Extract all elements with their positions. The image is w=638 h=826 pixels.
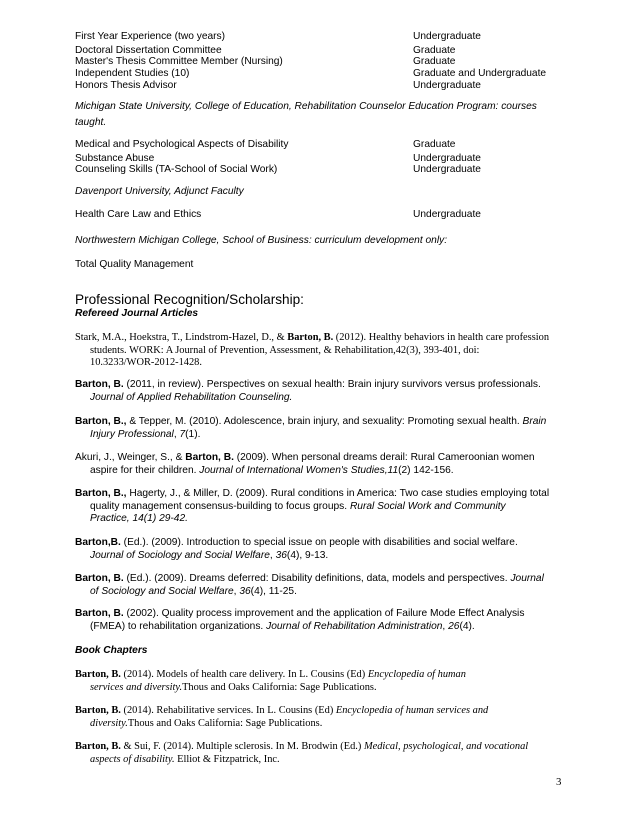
- article-authors: Akuri, J., Weinger, S., &: [75, 452, 186, 463]
- article-text: (2009). When personal dreams derail: Rural Cameroonian women: [233, 452, 535, 463]
- davenport-heading: Davenport University, Adjunct Faculty: [75, 186, 244, 197]
- article-text: (2011, in review). Perspectives on sexual health: Brain injury survivors versus professionals.: [123, 379, 541, 390]
- journal-name: Brain: [522, 416, 547, 427]
- course-level: Graduate: [413, 56, 456, 67]
- book-title: Encyclopedia of human: [367, 669, 466, 680]
- book-title: diversity.: [90, 717, 128, 729]
- refereed-heading: Refereed Journal Articles: [75, 308, 199, 319]
- article-text: (Ed.). (2009). Dreams deferred: Disability definitions, data, models and perspectives.: [123, 573, 511, 584]
- article-text: ,: [269, 549, 276, 561]
- course-level: Undergraduate: [413, 209, 481, 220]
- course-name: Medical and Psychological Aspects of Disability: [75, 139, 289, 150]
- author-bold: Barton,B.: [75, 537, 121, 548]
- article-text: (2012). Healthy behaviors in health care profession: [333, 332, 550, 343]
- article-text: quality management consensus-building to focus groups.: [90, 500, 350, 512]
- article-text: Hagerty, J., & Miller, D. (2009). Rural conditions in America: Two case studies employing total: [126, 488, 550, 499]
- book-title: Medical, psychological, and vocational: [363, 741, 529, 752]
- book-title: aspects of disability.: [90, 753, 175, 765]
- course-name: Health Care Law and Ethics: [75, 209, 202, 220]
- journal-name: Journal of Rehabilitation Administration: [266, 620, 443, 632]
- author-bold: Barton, B.: [185, 452, 234, 463]
- course-name: Independent Studies (10): [75, 68, 190, 79]
- article-cont: students. WORK: A Journal of Prevention, Assessment, & Rehabilitation,42(3), 393-401, doi:: [90, 344, 480, 356]
- article-text: (4).: [459, 620, 475, 632]
- chapter-entry: [75, 741, 570, 766]
- article-entry: [75, 537, 570, 562]
- section-title: Professional Recognition/Scholarship:: [75, 292, 304, 307]
- course-level: Graduate and Undergraduate: [413, 68, 547, 79]
- msu-row: [75, 139, 575, 152]
- journal-name: Journal of Applied Rehabilitation Counseling.: [90, 391, 293, 403]
- book-title: services and diversity.: [90, 681, 183, 693]
- course-name: Counseling Skills (TA-School of Social Work): [75, 164, 278, 175]
- book-title: Encyclopedia of human services and: [335, 705, 489, 716]
- davenport-row: [75, 209, 575, 222]
- article-entry: [75, 332, 570, 370]
- journal-name: Journal of Sociology and Social Welfare: [90, 549, 270, 561]
- article-text: (FMEA) to rehabilitation organizations.: [90, 620, 267, 632]
- book-heading: Book Chapters: [75, 645, 148, 656]
- course-name: First Year Experience (two years): [75, 31, 226, 42]
- chapter-entry: [75, 669, 570, 694]
- chapter-text: (2014). Rehabilitative services. In L. Cousins (Ed): [120, 705, 336, 716]
- nmc-heading: Northwestern Michigan College, School of Business: curriculum development only:: [75, 235, 448, 246]
- teaching-row: [75, 80, 575, 93]
- article-text: (1).: [185, 428, 201, 440]
- course-name: Master's Thesis Committee Member (Nursing): [75, 56, 283, 67]
- nmc-course: Total Quality Management: [75, 259, 194, 270]
- course-level: Undergraduate: [413, 164, 481, 175]
- msu-row: [75, 164, 575, 177]
- volume: 36: [275, 549, 287, 561]
- article-doi: 10.3233/WOR-2012-1428.: [90, 357, 202, 368]
- author-bold: Barton, B.: [75, 608, 124, 619]
- author-bold: Barton, B.: [75, 573, 124, 584]
- journal-name: Rural Social Work and Community: [349, 500, 506, 512]
- volume: 7: [179, 428, 186, 440]
- article-text: ,: [233, 585, 240, 597]
- teaching-row: [75, 31, 575, 44]
- course-level: Undergraduate: [413, 31, 481, 42]
- author-bold: Barton, B.: [75, 379, 124, 390]
- chapter-text: (2014). Models of health care delivery. In L. Cousins (Ed): [120, 669, 368, 680]
- article-entry: [75, 608, 570, 633]
- teaching-row: [75, 68, 575, 81]
- course-level: Graduate: [413, 45, 456, 56]
- article-entry: [75, 416, 570, 441]
- volume: 26: [448, 620, 460, 632]
- course-name: Doctoral Dissertation Committee: [75, 45, 222, 56]
- journal-volume: Practice, 14(1) 29-42.: [90, 513, 188, 524]
- publisher: Elliot & Fitzpatrick, Inc.: [174, 753, 280, 765]
- publisher: Thous and Oaks California: Sage Publications.: [182, 681, 377, 693]
- journal-name: Journal of International Women's Studies,11: [199, 464, 399, 476]
- article-text: (Ed.). (2009). Introduction to special issue on people with disabilities and social welfare.: [120, 537, 518, 548]
- article-text: (2002). Quality process improvement and the application of Failure Mode Effect Analysis: [123, 608, 525, 619]
- article-authors: Stark, M.A., Hoekstra, T., Lindstrom-Hazel, D., &: [75, 332, 288, 343]
- chapter-text: & Sui, F. (2014). Multiple sclerosis. In M. Brodwin (Ed.): [120, 741, 364, 752]
- course-level: Undergraduate: [413, 153, 481, 164]
- msu-heading-cont: taught.: [75, 117, 107, 128]
- author-bold: Barton, B.: [287, 332, 334, 343]
- author-bold: Barton, B.,: [75, 488, 127, 499]
- volume: 36: [239, 585, 251, 597]
- chapter-entry: [75, 705, 570, 730]
- course-level: Undergraduate: [413, 80, 481, 91]
- article-text: (4), 11-25.: [250, 585, 297, 597]
- page-number: 3: [556, 776, 562, 788]
- article-text: ,: [173, 428, 180, 440]
- publisher: Thous and Oaks California: Sage Publications.: [127, 717, 323, 729]
- article-text: (2) 142-156.: [398, 464, 454, 476]
- journal-name: of Sociology and Social Welfare: [90, 585, 234, 597]
- author-bold: Barton, B.: [75, 669, 121, 680]
- article-entry: [75, 452, 570, 477]
- article-text: (4), 9-13.: [286, 549, 329, 561]
- course-name: Substance Abuse: [75, 153, 155, 164]
- author-bold: Barton, B.: [75, 741, 121, 752]
- course-name: Honors Thesis Advisor: [75, 80, 177, 91]
- article-text: ,: [442, 620, 449, 632]
- article-entry: [75, 573, 570, 598]
- journal-name: Journal: [510, 573, 544, 584]
- journal-name: Injury Professional: [90, 428, 174, 440]
- article-text: & Tepper, M. (2010). Adolescence, brain injury, and sexuality: Promoting sexual health.: [126, 416, 523, 427]
- author-bold: Barton, B.: [75, 705, 121, 716]
- article-text: aspire for their children.: [90, 464, 200, 476]
- author-bold: Barton, B.,: [75, 416, 127, 427]
- teaching-row: [75, 56, 575, 69]
- article-entry: [75, 488, 570, 526]
- article-entry: [75, 379, 570, 404]
- msu-heading: Michigan State University, College of Education, Rehabilitation Counselor Education Program: courses: [75, 101, 537, 112]
- course-level: Graduate: [413, 139, 456, 150]
